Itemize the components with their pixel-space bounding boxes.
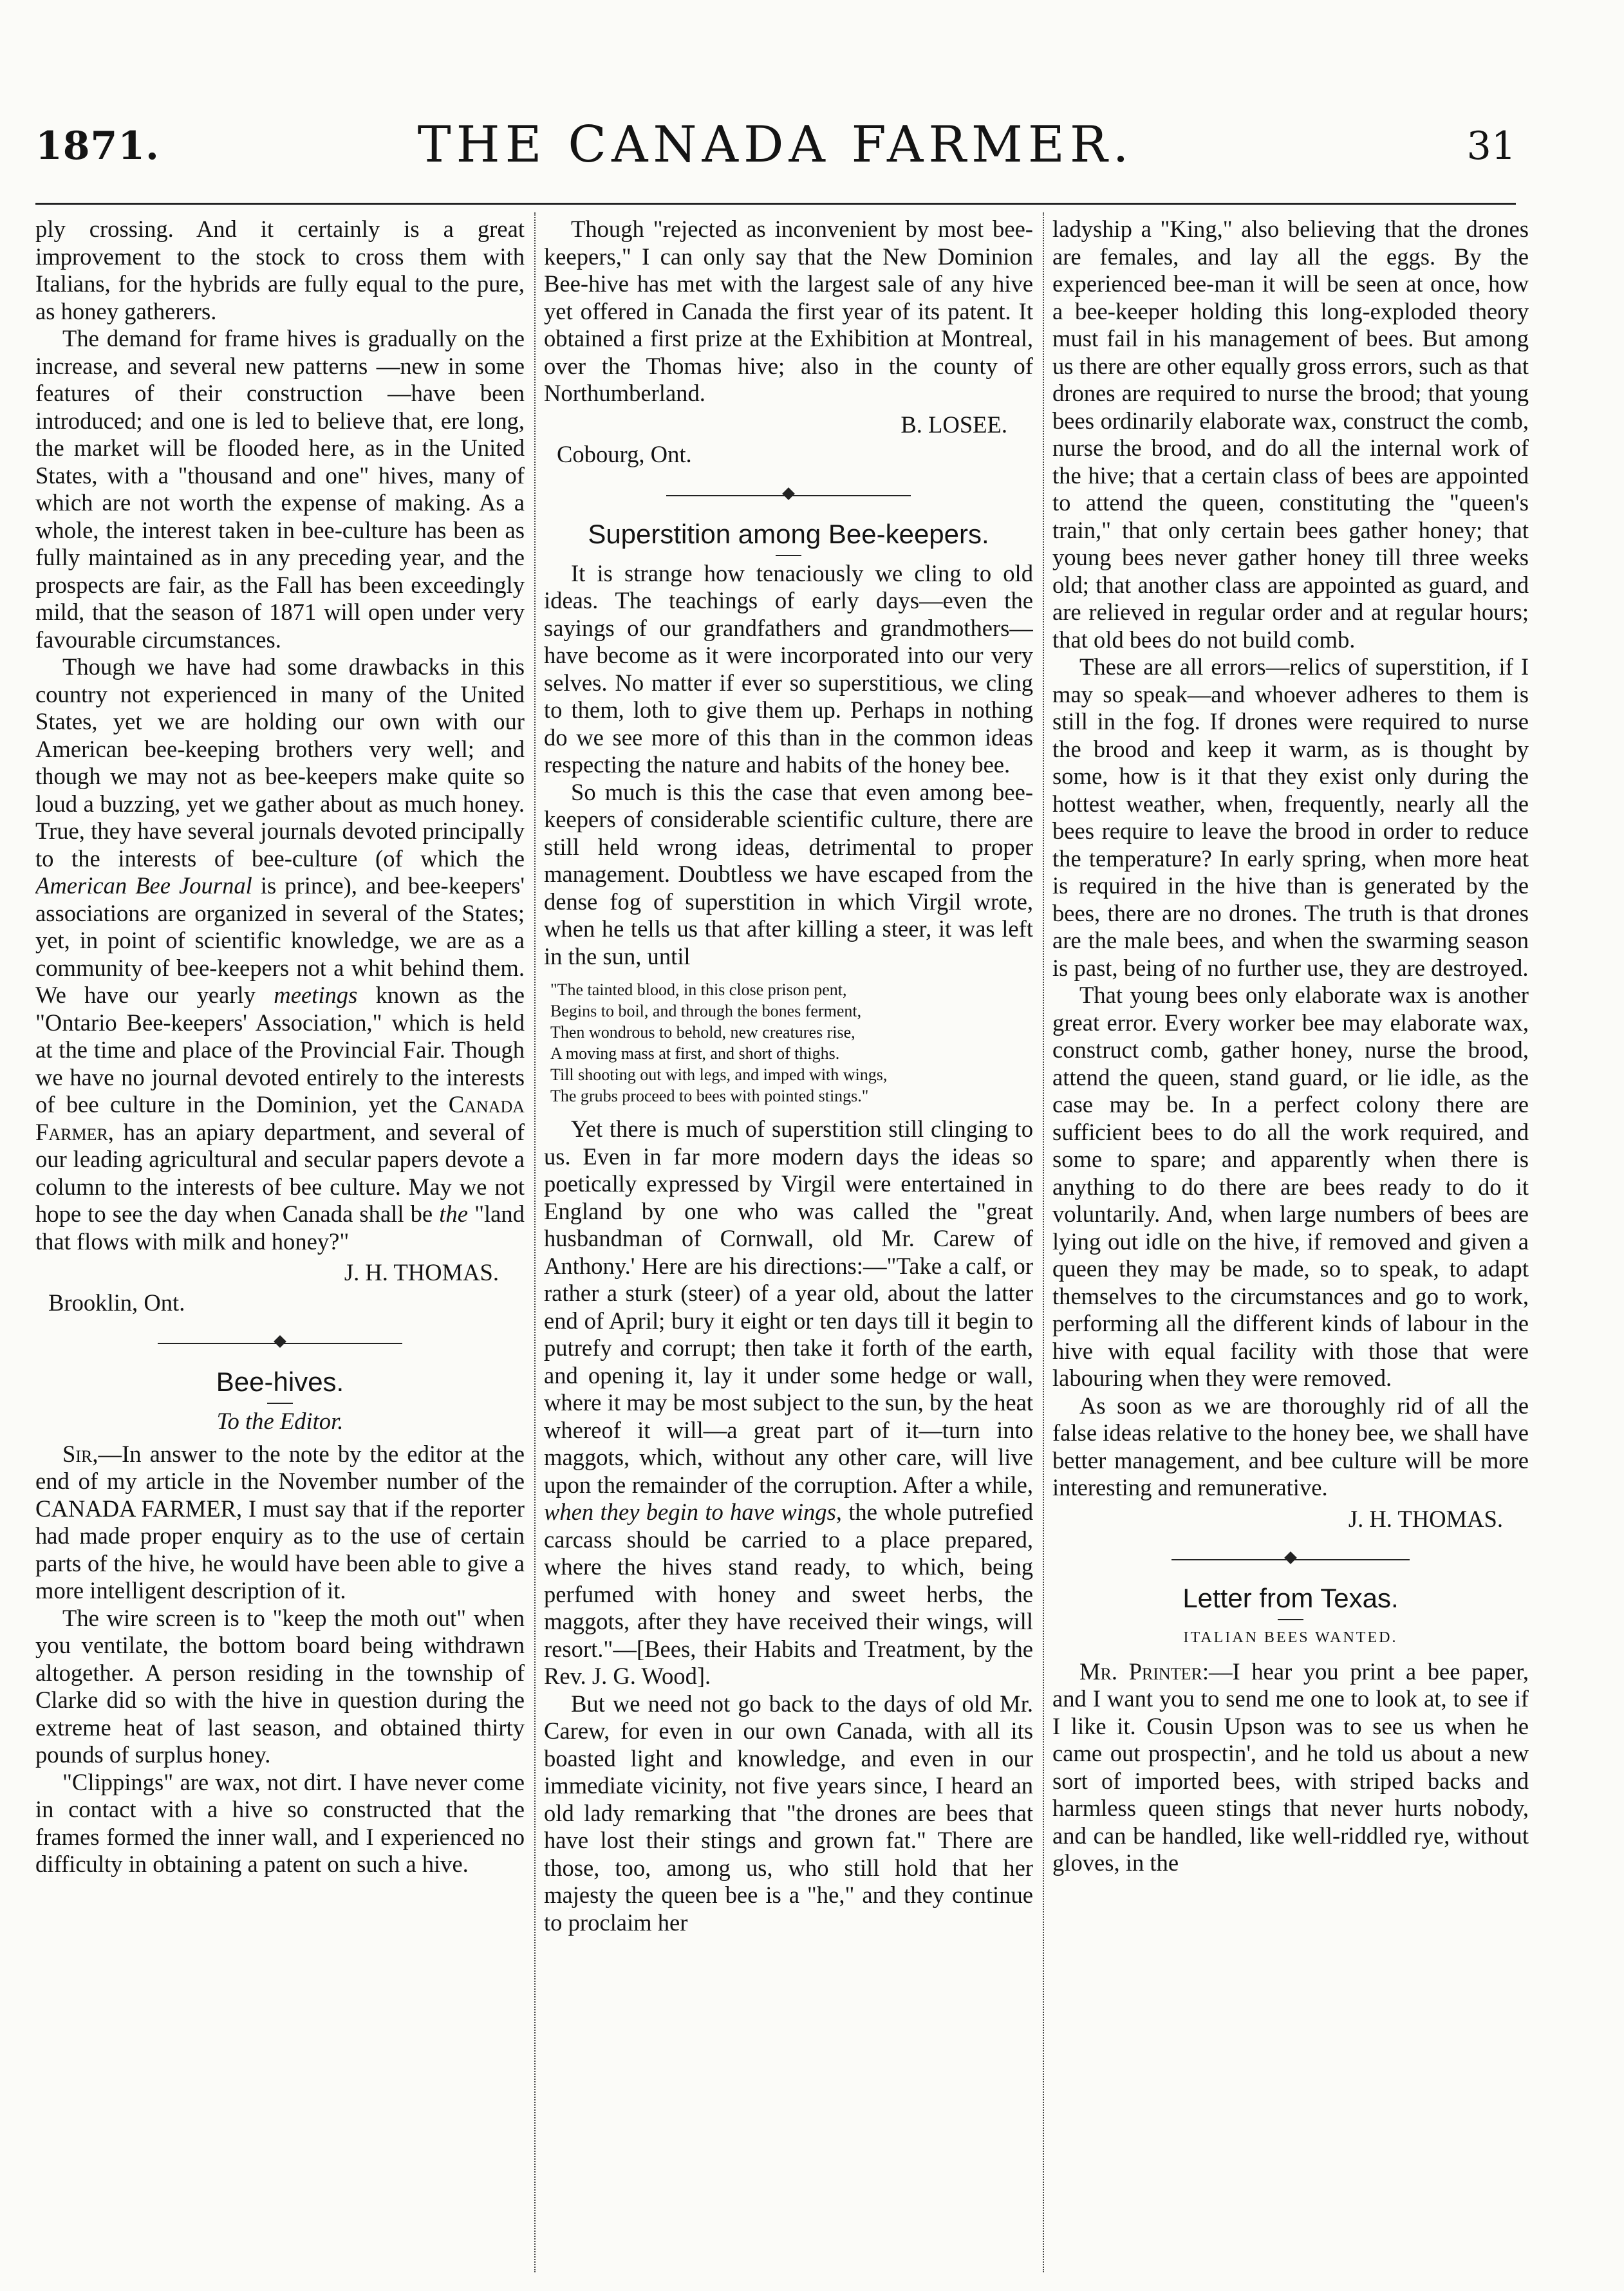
paragraph: ply crossing. And it certainly is a great improvement to the stock to cross them with Italians, for the hybrids are fully equal to the pure, as honey gatherers. <box>35 216 525 324</box>
column-3 <box>1052 216 1529 2263</box>
paragraph: As soon as we are thoroughly rid of all the false ideas relative to the honey bee, we shall have better management, and bee culture will be more interesting and remunerative. <box>1052 1392 1529 1501</box>
article-subheading: ITALIAN BEES WANTED. <box>1183 1629 1398 1646</box>
verse-line: The grubs proceed to bees with pointed stings." <box>550 1087 869 1105</box>
dateline: Brooklin, Ont. <box>48 1289 185 1316</box>
article-heading: Letter from Texas. <box>1182 1583 1399 1613</box>
section-separator <box>544 483 1033 509</box>
section-separator <box>35 1331 525 1356</box>
paragraph: "Clippings" are wax, not dirt. I have never come in contact with a hive so constructed that the frames formed the inner wall, and I experienced no difficulty in obtaining a patent on such a hive. <box>35 1768 525 1877</box>
article-subheading: To the Editor. <box>216 1408 344 1434</box>
section-separator <box>1052 1547 1529 1573</box>
author-signature: B. LOSEE. <box>901 411 1007 438</box>
header-title: THE CANADA FARMER. <box>417 116 1134 174</box>
paragraph: The demand for frame hives is gradually on the increase, and several new patterns —new in some features of their construction —have been introduced; and one is led to believe that, ere long, the market will be flooded here, as in the United States, with a "thousand and one" hives, many of which are not worth the expense of making. As a whole, the interest taken in bee-culture has been as fully maintained as in any preceding year, and the prospects are fair, as the Fall has been exceedingly mild, that the season of 1871 will open under very favourable circumstances. <box>35 325 525 653</box>
heading-rule <box>1278 1619 1303 1620</box>
verse-line: Till shooting out with legs, and imped with wings, <box>550 1065 888 1084</box>
article-heading: Superstition among Bee-keepers. <box>588 518 989 549</box>
paragraph: Mr. Printer:—I hear you print a bee paper, and I want you to send me one to look at, to see if I like it. Cousin Upson was to see us when he came out prospectin', and he told us about a new sort of imported bees, with striped backs and harmless queen stings that never hurts nobody, and can be handled, like well-riddled rye, without gloves, in the <box>1052 1658 1529 1876</box>
paragraph: These are all errors—relics of superstition, if I may so speak—and whoever adheres to them is still in the fog. If drones were required to nurse the brood and keep it warm, as is thought by some, how is it that they exist only during the hottest weather, when, frequently, nearly all the bees require to leave the brood in order to reduce the temperature? In early spring, when more heat is required in the hive than is generated by the bees, there are no drones. The truth is that drones are the male bees, and when the swarming season is past, being of no further use, they are destroyed. <box>1052 653 1529 981</box>
verse-line: "The tainted blood, in this close prison pent, <box>550 980 847 999</box>
column-divider <box>1043 212 1044 2272</box>
verse-line: A moving mass at first, and short of thighs. <box>550 1044 840 1063</box>
author-signature: J. H. THOMAS. <box>344 1259 499 1286</box>
paragraph: But we need not go back to the days of old Mr. Carew, for even in our own Canada, with all its boasted light and knowledge, and even in our immediate vicinity, not five years since, I heard an old lady remarking that "the drones are bees that have lost their stings and grown fat." There are those, too, among us, who still hold that her majesty the queen bee is a "he," and they continue to proclaim her <box>544 1690 1033 1936</box>
article-heading: Bee-hives. <box>216 1367 344 1397</box>
paragraph: Yet there is much of superstition still clinging to us. Even in far more modern days the ideas so poetically expressed by Virgil were entertained in England by one who was called the "great husbandman of Cornwall, old Mr. Carew of Anthony.' Here are his directions:—"Take a calf, or rather a sturk (steer) of a year old, about the latter end of April; bury it eight or ten days till it begin to putrefy and corrupt; then take it forth of the earth, and opening it, lay it under some hedge or wall, where it may be most subject to the sun, by the heat whereof it will—a great part of it—turn into maggots, which, without any other care, will live upon the remainder of the corruption. After a while, when they begin to have wings, the whole putrefied carcass should be carried to a place prepared, where the hives stand ready, to which, being perfumed with honey and sweet herbs, the maggots, after they have received their wings, will resort."—[Bees, their Habits and Treatment, by the Rev. J. G. Wood]. <box>544 1116 1033 1689</box>
column-1 <box>35 216 525 2263</box>
paragraph: Though we have had some drawbacks in this country not experienced in many of the United States, yet we are holding our own with our American bee-keeping brothers very well; and though we may not as bee-keepers make quite so loud a buzzing, yet we gather about as much honey. True, they have several journals devoted principally to the interests of bee-culture (of which the American Bee Journal is prince), and bee-keepers' associations are organized in several of the States; yet, in point of scientific knowledge, we are as a community of bee-keepers not a whit behind them. We have our yearly meetings known as the "Ontario Bee-keepers' Association," which is held at the time and place of the Provincial Fair. Though we have no journal devoted entirely to the interests of bee culture in the Dominion, yet the Canada Farmer, has an apiary department, and several of our leading agricultural and secular papers devote a column to the interests of bee culture. May we not hope to see the day when Canada shall be the "land that flows with milk and honey?" <box>35 653 525 1255</box>
paragraph: So much is this the case that even among bee-keepers of considerable scientific culture, there are still held wrong ideas, detrimental to proper management. Doubtless we have escaped from the dense fog of superstition in which Virgil wrote, when he tells us that after killing a steer, it was left in the sun, until <box>544 778 1033 969</box>
verse-line: Then wondrous to behold, new creatures rise, <box>550 1023 855 1042</box>
header-page-number: 31 <box>1466 124 1516 169</box>
paragraph: That young bees only elaborate wax is another great error. Every worker bee may elaborate wax, construct comb, gather honey, nurse the brood, attend the queen, stand guard, or lie idle, as the case may be. In a perfect colony there are sufficient bees to do all the work required, and some to spare; and apparently when there is anything to do there are bees ready to do it voluntarily. And, when large numbers of bees are lying out idle on the hive, if removed and given a queen they may be made, so to speak, to adapt themselves to the circumstances and go to work, performing all the different kinds of labour in the hive with equal facility with those that were labouring when they were removed. <box>1052 982 1529 1391</box>
dateline: Cobourg, Ont. <box>557 441 692 467</box>
paragraph: It is strange how tenaciously we cling to old ideas. The teachings of early days—even the sayings of our grandfathers and grandmothers—have become as it were incorporated into our very selves. No matter if ever so superstitious, we cling to them, loth to give them up. Perhaps in nothing do we see more of this than in the common ideas respecting the nature and habits of the honey bee. <box>544 559 1033 778</box>
verse-line: Begins to boil, and through the bones ferment, <box>550 1002 862 1020</box>
paragraph: Though "rejected as inconvenient by most bee-keepers," I can only say that the New Dominion Bee-hive has met with the largest sale of any hive yet offered in Canada the first year of its patent. It obtained a first prize at the Exhibition at Montreal, over the Thomas hive; also in the county of Northumberland. <box>544 216 1033 406</box>
paragraph: The wire screen is to "keep the moth out" when you ventilate, the bottom board being withdrawn altogether. A person residing in the township of Clarke did so with the hive in question during the extreme heat of last season, and obtained thirty pounds of surplus honey. <box>35 1604 525 1768</box>
verse-quote <box>550 979 1033 1107</box>
header-year: 1871. <box>35 124 160 169</box>
header-rule <box>35 203 1516 205</box>
paragraph: ladyship a "King," also believing that the drones are females, and lay all the eggs. By the experienced bee-man it will be seen at once, how a bee-keeper holding this long-exploded theory must fail in his management of bees. But among us there are other equally gross errors, such as that drones are required to nurse the brood; that young bees ordinarily elaborate wax, construct the comb, nurse the brood, and do all the internal work of the hive; that a certain class of bees are appointed to attend the queen, constituting the "queen's train," that only certain bees gather honey; that young bees never gather honey till three weeks old; that another class are appointed as guard, and are relieved in regular order and at regular hours; that old bees do not build comb. <box>1052 216 1529 653</box>
column-divider <box>534 212 536 2272</box>
page-header <box>35 116 1516 193</box>
heading-rule <box>267 1403 293 1404</box>
column-2 <box>544 216 1033 2263</box>
author-signature: J. H. THOMAS. <box>1348 1505 1503 1532</box>
heading-rule <box>776 555 801 556</box>
paragraph: Sir,—In answer to the note by the editor at the end of my article in the November number of the CANADA FARMER, I must say that if the reporter had made proper enquiry as to the use of certain parts of the hive, he would have been able to give a more intelligent description of it. <box>35 1440 525 1604</box>
